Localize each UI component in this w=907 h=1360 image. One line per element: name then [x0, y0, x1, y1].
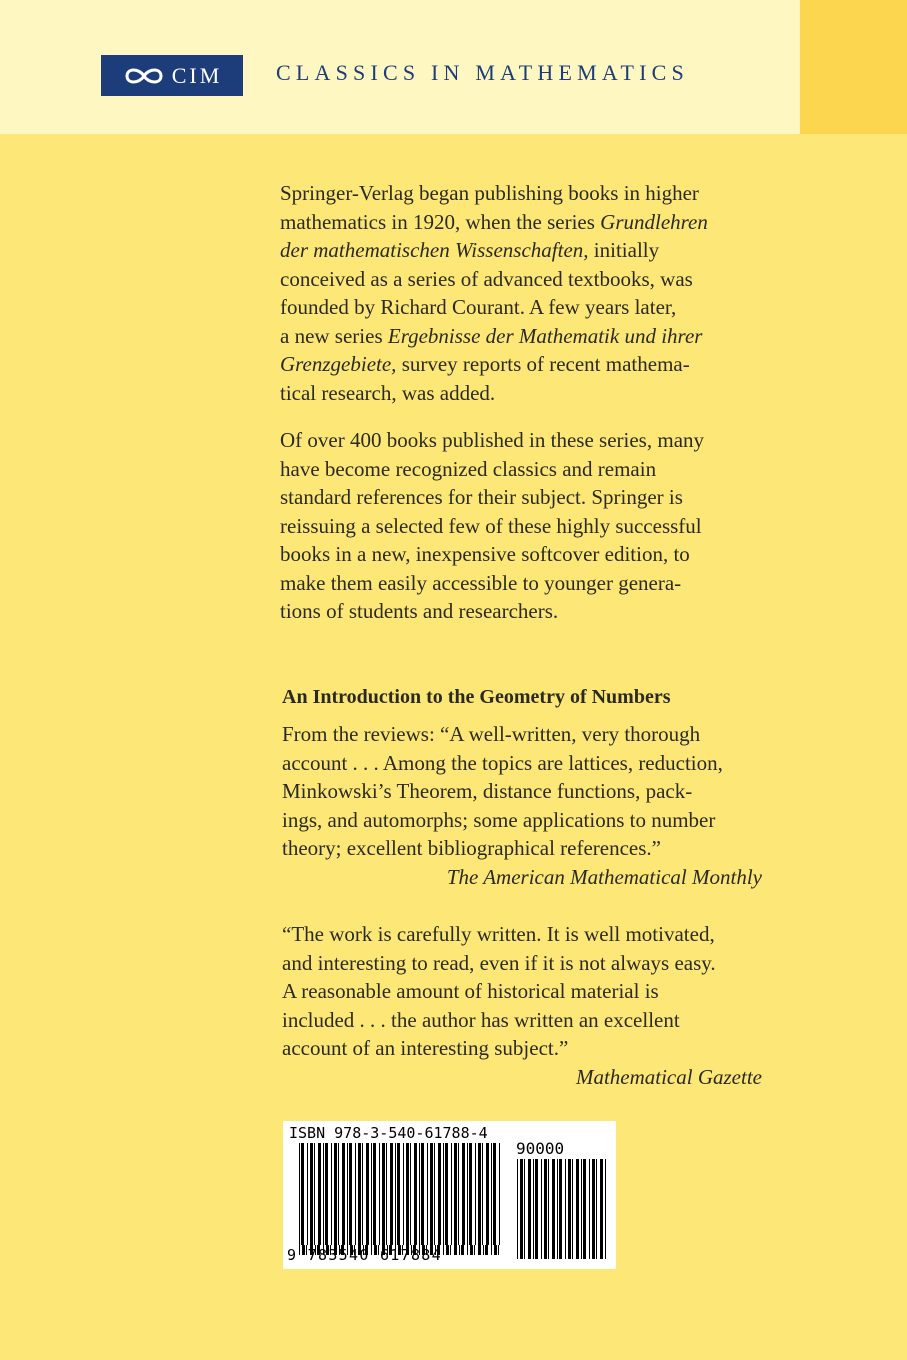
barcode-bar — [494, 1245, 497, 1255]
barcode-bar — [600, 1159, 603, 1259]
isbn-barcode — [283, 1121, 616, 1269]
p1-line: conceived as a series of advanced textbooks, was — [280, 266, 693, 291]
barcode-bar — [483, 1245, 484, 1255]
barcode-bar — [491, 1245, 492, 1255]
barcode-bar — [491, 1143, 492, 1245]
barcode-bar — [499, 1143, 500, 1245]
barcode-bar — [386, 1143, 387, 1245]
barcode-bar — [349, 1143, 352, 1245]
review-source: Mathematical Gazette — [575, 1064, 762, 1089]
barcode-bar — [454, 1143, 457, 1245]
barcode-bar — [379, 1143, 380, 1245]
review-line: theory; excellent bibliographical references.” — [282, 836, 661, 860]
review-1 — [282, 720, 762, 891]
barcode-bar — [445, 1143, 448, 1245]
barcode-bar — [485, 1245, 488, 1255]
review-line: ings, and automorphs; some applications to number — [282, 807, 716, 832]
review-2 — [282, 920, 762, 1091]
barcode-bar — [427, 1143, 428, 1245]
barcode-bar — [434, 1143, 435, 1245]
barcode-bar — [414, 1143, 417, 1245]
cim-logo — [101, 55, 243, 96]
infinity-icon — [122, 65, 166, 87]
barcode-bar — [576, 1159, 579, 1259]
barcode-bar — [314, 1143, 315, 1245]
barcode-bar — [533, 1159, 534, 1259]
barcode-bar — [323, 1143, 324, 1245]
barcode-bar — [528, 1159, 531, 1259]
barcode-bar — [406, 1143, 409, 1245]
barcode-bar — [467, 1245, 468, 1255]
barcode-bar — [520, 1159, 523, 1259]
barcode-bar — [462, 1143, 465, 1245]
barcode-bar — [469, 1143, 472, 1245]
intro-paragraph-2 — [280, 426, 760, 626]
barcode-bar — [482, 1143, 483, 1245]
review-line: Minkowski’s Theorem, distance functions, pack- — [282, 779, 693, 803]
barcode-bar — [535, 1159, 538, 1259]
p1-line: der mathematischen Wissenschaften, initially — [280, 238, 660, 262]
barcode-bar — [568, 1159, 571, 1259]
barcode-bar — [430, 1143, 433, 1245]
barcode-bar — [373, 1143, 376, 1245]
p1-line: mathematics in 1920, when the series Grundlehren — [280, 209, 708, 234]
p1-line: Grenzgebiete, survey reports of recent mathema- — [280, 352, 690, 376]
barcode-bar — [572, 1159, 573, 1259]
barcode-bar — [475, 1143, 476, 1245]
book-title: An Introduction to the Geometry of Numbers — [282, 686, 671, 708]
p2-line: reissuing a selected few of these highly successful — [280, 513, 702, 538]
p1-line: founded by Richard Courant. A few years later, — [280, 295, 677, 319]
barcode-bar — [493, 1143, 496, 1245]
barcode-bar — [299, 1143, 300, 1245]
barcode-bar — [310, 1143, 313, 1245]
price-code: 90000 — [516, 1139, 565, 1158]
barcode-bar — [362, 1143, 363, 1245]
barcode-bar — [421, 1143, 424, 1245]
barcode-bar — [458, 1143, 459, 1245]
barcode-bar — [390, 1143, 393, 1245]
barcode-bar — [443, 1245, 444, 1255]
intro-paragraph-1 — [280, 179, 760, 407]
review-line: A reasonable amount of historical material is — [282, 979, 659, 1003]
barcode-bar — [583, 1159, 586, 1259]
review-line: “The work is carefully written. It is well motivated, — [282, 922, 715, 946]
barcode-bar — [544, 1159, 547, 1259]
p2-line: books in a new, inexpensive softcover edition, to — [280, 542, 690, 566]
barcode-bar — [459, 1245, 460, 1255]
barcode-bar — [450, 1245, 451, 1255]
barcode-bar — [419, 1143, 420, 1245]
barcode-bar — [498, 1245, 499, 1255]
barcode-bar — [461, 1245, 464, 1255]
p2-line: tions of students and researchers. — [280, 599, 559, 623]
review-line: account . . . Among the topics are lattices, reduction, — [282, 750, 723, 775]
p2-line: standard references for their subject. Springer is — [280, 485, 683, 509]
barcode-bar — [325, 1143, 328, 1245]
barcode-bar — [301, 1143, 304, 1245]
p1-line: Springer-Verlag began publishing books in higher — [280, 181, 699, 205]
barcode-bar — [397, 1143, 400, 1245]
review-line: and interesting to read, even if it is not always easy. — [282, 950, 716, 975]
barcode-bar — [581, 1159, 582, 1259]
barcode-bar — [395, 1143, 396, 1245]
barcode-bar — [371, 1143, 372, 1245]
barcode-bar — [541, 1159, 542, 1259]
review-line: account of an interesting subject.” — [282, 1036, 569, 1060]
series-title: CLASSICS IN MATHEMATICS — [276, 60, 689, 85]
barcode-bar — [307, 1143, 308, 1245]
barcode-bar — [443, 1143, 444, 1245]
barcode-bar — [470, 1245, 473, 1255]
barcode-bar — [605, 1159, 606, 1259]
barcode-bar — [318, 1143, 321, 1245]
isbn-text: ISBN 978-3-540-61788-4 — [289, 1124, 488, 1142]
barcode-bar — [382, 1143, 385, 1245]
p1-line: a new series Ergebnisse der Mathematik und ihrer — [280, 323, 703, 348]
barcode-bar — [486, 1143, 489, 1245]
barcode-bar — [410, 1143, 411, 1245]
barcode-bar — [358, 1143, 361, 1245]
review-source: The American Mathematical Monthly — [446, 864, 762, 889]
barcode-bar — [355, 1143, 356, 1245]
p2-line: have become recognized classics and remain — [280, 456, 657, 481]
barcode-bar — [517, 1159, 518, 1259]
barcode-bar — [347, 1143, 348, 1245]
ean-digits: 9 783540 617884 — [287, 1246, 442, 1264]
barcode-bar — [338, 1143, 339, 1245]
barcode-bar — [366, 1143, 369, 1245]
barcode-bar — [331, 1143, 332, 1245]
p1-line: tical research, was added. — [280, 380, 496, 405]
p2-line: make them easily accessible to younger genera- — [280, 570, 682, 595]
barcode-bar — [467, 1143, 468, 1245]
p2-line: Of over 400 books published in these series, many — [280, 428, 705, 452]
review-line: included . . . the author has written an excellent — [282, 1007, 680, 1032]
header-corner — [800, 0, 907, 134]
barcode-bar — [334, 1143, 337, 1245]
barcode-bar — [589, 1159, 590, 1259]
barcode-bar — [596, 1159, 597, 1259]
barcode-bar — [454, 1245, 457, 1255]
barcode-bar — [474, 1245, 475, 1255]
barcode-bar — [552, 1159, 555, 1259]
barcode-bar — [478, 1143, 481, 1245]
barcode-bar — [565, 1159, 566, 1259]
barcode-bar — [592, 1159, 595, 1259]
barcode-bar — [557, 1159, 558, 1259]
review-line: From the reviews: “A well-written, very thorough — [282, 722, 701, 746]
barcode-bar — [451, 1143, 452, 1245]
barcode-bar — [446, 1245, 449, 1255]
barcode-bar — [548, 1159, 549, 1259]
barcode-bar — [342, 1143, 345, 1245]
barcode-bar — [559, 1159, 562, 1259]
logo-text: CIM — [171, 62, 223, 88]
barcode-bar — [438, 1143, 441, 1245]
barcode-bar — [524, 1159, 525, 1259]
barcode-bar — [403, 1143, 404, 1245]
barcode-bar — [478, 1245, 481, 1255]
